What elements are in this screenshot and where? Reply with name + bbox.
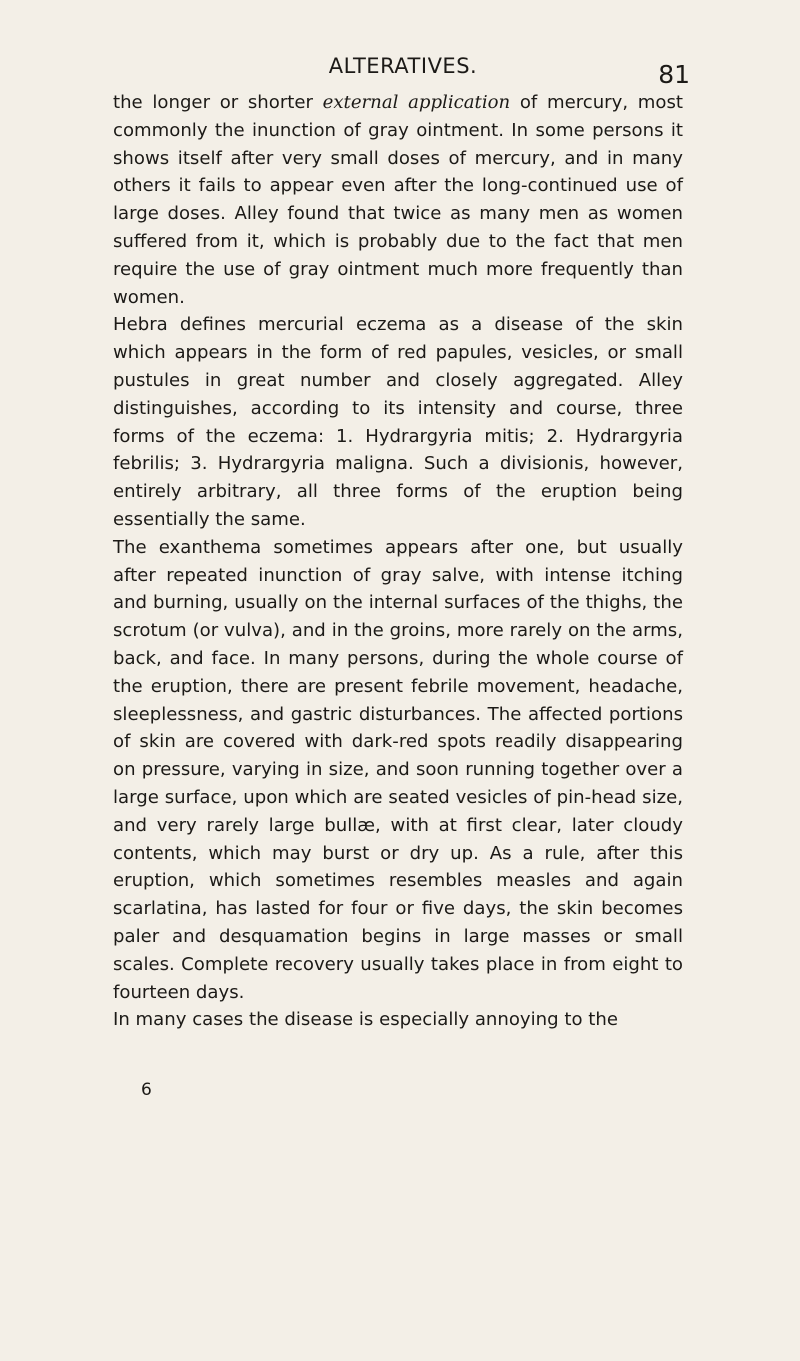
signature-mark: 6 — [141, 1080, 152, 1100]
running-title: ALTERATIVES. — [328, 54, 478, 78]
paragraph-1-rest: of mercury, most commonly the inunction of gray ointment. In some persons it shows itself after very small doses of mercury, and in many others it fails to appear even after the long-continued use of large doses. Alley found that twice as many men as women suffered from it, which is probably due to the fact that men require the use of gray ointment much more frequently than women. — [113, 92, 683, 308]
paragraph-1 — [113, 89, 683, 311]
paragraph-2: Hebra defines mercurial eczema as a disease of the skin which appears in the form of red papules, vesicles, or small pustules in great number and closely aggregated. Alley distinguishes, according to its intensity and course, three forms of the eczema: 1. Hydrargyria mitis; 2. Hydrargyria febrilis; 3. Hydrargyria maligna. Such a divisionis, however, entirely arbitrary, all three forms of the eruption being essentially the same. — [113, 314, 683, 530]
paragraph-3: The exanthema sometimes appears after one, but usually after repeated inunction of gray salve, with intense itching and burning, usually on the internal surfaces of the thighs, the scrotum (or vulva), and in the groins, more rarely on the arms, back, and face. In many persons, during the whole course of the eruption, there are present febrile movement, headache, sleeplessness, and gastric disturbances. The affected portions of skin are covered with dark-red spots readily disappearing on pressure, varying in size, and soon running together over a large surface, upon which are seated vesicles of pin-head size, and very rarely large bullæ, with at first clear, later cloudy contents, which may burst or dry up. As a rule, after this eruption, which sometimes resembles measles and again scarlatina, has lasted for four or five days, the skin becomes paler and desquamation begins in large masses or small scales. Complete recovery usually takes place in from eight to fourteen days. — [113, 536, 683, 1003]
page-number: 81 — [658, 60, 690, 89]
running-head — [0, 54, 800, 94]
paragraph-4: In many cases the disease is especially annoying to the — [113, 1009, 618, 1031]
body-text — [113, 89, 683, 1034]
emphasis-external-application: external application — [322, 92, 511, 113]
paragraph-1-start: the longer or shorter — [113, 92, 323, 113]
